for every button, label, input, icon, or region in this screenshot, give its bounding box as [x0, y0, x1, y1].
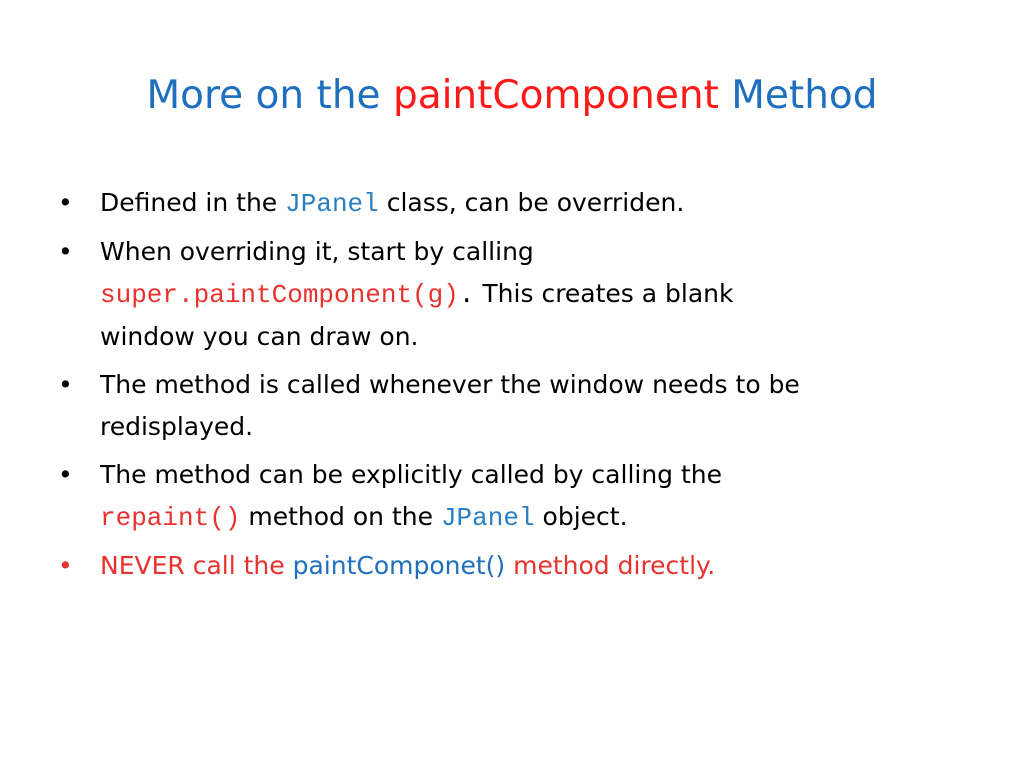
bullet-dot: • [58, 460, 73, 489]
bullet-dot: • [58, 370, 73, 399]
bullet-dot: • [58, 188, 73, 217]
bullet-2-text-a: When overriding it, start by calling [100, 237, 534, 266]
bullet-1-text-b: class, can be overriden. [378, 188, 685, 217]
code-super-paintcomponent: super.paintComponent(g) [100, 280, 459, 310]
bullet-item-4 [58, 454, 958, 539]
bullet-list [58, 182, 958, 593]
bullet-dot: • [58, 551, 73, 580]
code-jpanel: JPanel [285, 189, 379, 219]
bullet-4-text-c: object. [534, 502, 628, 531]
bullet-4-text-a: The method can be explicitly called by calling the [100, 460, 723, 489]
bullet-5-text-b: method directly. [505, 551, 716, 580]
bullet-item-1 [58, 182, 958, 225]
code-repaint: repaint() [100, 503, 241, 533]
code-period: . [458, 280, 475, 310]
code-jpanel-2: JPanel [440, 503, 535, 533]
bullet-2-text-b: This creates a blank [474, 279, 734, 308]
bullet-item-5 [58, 545, 958, 587]
bullet-5-text-a: NEVER call the [100, 551, 293, 580]
bullet-2-text-c: window you can draw on. [100, 322, 419, 351]
bullet-4-text-b: method on the [240, 502, 441, 531]
bullet-item-3 [58, 364, 958, 448]
slide-title [0, 66, 1024, 126]
bullet-item-2 [58, 231, 958, 358]
bullet-5-method-name: paintComponet() [292, 551, 506, 580]
bullet-3-text-b: redisplayed. [100, 412, 254, 441]
bullet-3-text-a: The method is called whenever the window needs to be [100, 370, 800, 399]
title-text-part2: Method [718, 73, 878, 118]
title-text-part1: More on the [146, 73, 393, 118]
bullet-dot: • [58, 237, 73, 266]
bullet-1-text-a: Defined in the [100, 188, 286, 217]
title-highlight: paintComponent [392, 73, 719, 118]
